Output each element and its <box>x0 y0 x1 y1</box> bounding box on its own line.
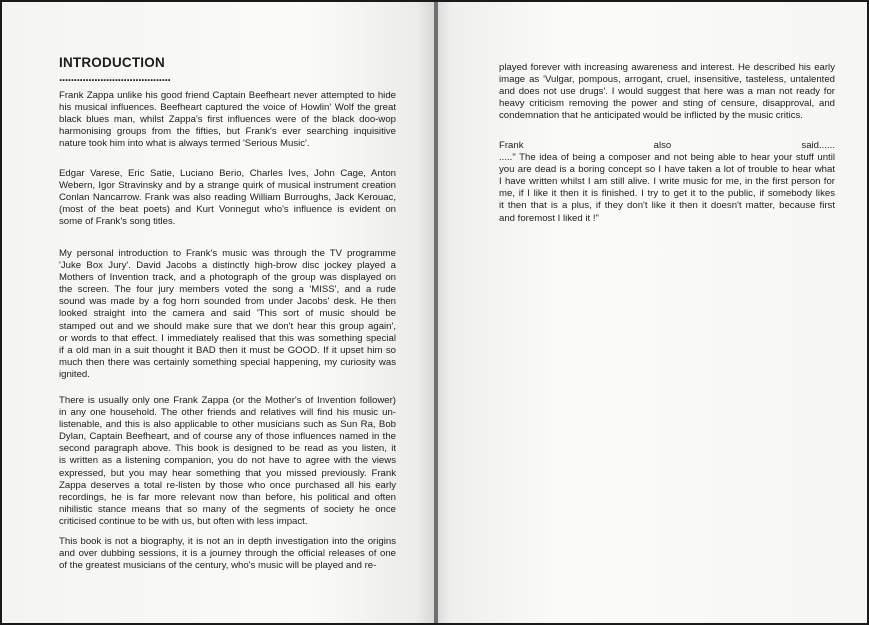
text-line: some of Frank's song titles. <box>59 216 176 228</box>
text-line: is written as a listening companion, you do not have to agree with the views <box>59 455 396 467</box>
text-line: you are dead is a boring concept so I have taken a lot of trouble to hear what <box>499 164 835 176</box>
text-line: or words to that effect. I immediately realised that this was something special <box>59 332 396 344</box>
text-line: Frank also said...... <box>499 140 835 151</box>
text-line: Conlan Nancarrow. Frank was also reading William Burroughs, Jack Kerouac, <box>59 192 396 204</box>
text-line: condemnation that he anticipated would be inflicted by the music critics. <box>499 110 803 122</box>
text-line: ignited. <box>59 368 90 380</box>
left-paragraph <box>59 168 396 228</box>
text-line: much then there was certainly something special happening, my curiosity was <box>59 356 396 368</box>
left-paragraph <box>59 90 396 150</box>
left-paragraph <box>59 248 396 381</box>
text-line: harmonising groups from the fifties, but Frank's ever searching inquisitive <box>59 126 396 138</box>
text-line: black blues man, whilst Zappa's first influences were of the black doo-wop <box>59 114 396 126</box>
text-line: if a old man in a suit thought it BAD then it must be GOOD. If it upset him so <box>59 344 396 356</box>
text-line: Edgar Varese, Eric Satie, Luciano Berio, Charles Ives, John Cage, Anton <box>59 168 396 179</box>
text-line: There is usually only one Frank Zappa (or the Mother's of Invention follower) <box>59 395 396 406</box>
text-line: Frank Zappa unlike his good friend Captain Beefheart never attempted to hide <box>59 90 396 101</box>
text-line: Zappa deserves a total re-listen by those who once purchased all his early <box>59 479 396 491</box>
text-line: I have written whilst I am still alive. I write music for me, in the first person for <box>499 176 835 188</box>
text-line: image as 'Vulgar, pompous, arrogant, cruel, insensitive, tasteless, untalented <box>499 74 835 86</box>
text-line: 'Juke Box Jury'. David Jacobs a distinctly high-brow disc jockey played a <box>59 260 396 272</box>
text-line: of the greatest musicians of the century, who's music will be played and re- <box>59 560 377 572</box>
text-line: heavy criticism removing the power and sting of censure, disapproval, and <box>499 98 835 110</box>
text-line: listenable, and this is also applicable to other musicians such as Sun Ra, Bob <box>59 419 396 431</box>
text-line: second paragraph above. This book is designed to be read as you listen, it <box>59 443 396 455</box>
text-line: looked straight into the camera and said 'This sort of music should be <box>59 308 396 320</box>
text-line: the screen. The four jury members voted the song a 'MISS', and a rude <box>59 284 396 296</box>
text-line: sound was made by a fog horn sounded from under Jacobs' desk. He then <box>59 296 396 308</box>
text-line: stamped out and we should make sure that we don't hear this group again', <box>59 320 396 332</box>
text-line: nihilistic stance means that so many of the segments of society he once <box>59 503 396 515</box>
text-line: criticised continue to be with us, but often with less impact. <box>59 515 308 527</box>
text-line: Dylan, Captain Beefheart, and of course any of those influences named in the <box>59 431 396 443</box>
text-line: recordings, he is far more relevant now than before, his political and often <box>59 491 396 503</box>
right-paragraph <box>499 140 835 225</box>
text-line: played forever with increasing awareness and interest. He described his early <box>499 62 835 73</box>
right-page <box>438 2 867 623</box>
left-paragraph <box>59 536 396 572</box>
page-heading: INTRODUCTION <box>59 55 165 70</box>
text-line: and does not use drugs'. I would suggest that here was a man not ready for <box>499 86 835 98</box>
text-line: ....." The idea of being a composer and not being able to hear your stuff until <box>499 152 835 164</box>
text-line: it then that is a plus, if they don't like it then it doesn't matter, because first <box>499 200 835 212</box>
right-paragraph <box>499 62 835 122</box>
text-line: and over dubbing sessions, it is a journey through the official releases of one <box>59 548 396 560</box>
book-spread <box>2 2 867 623</box>
text-line: nature took him into what is always termed 'Serious Music'. <box>59 138 310 150</box>
text-line: in any one household. The other friends and relatives will find his music un- <box>59 407 396 419</box>
text-line: me, if I like it then it is finished. I try to get it to the public, if somebody likes <box>499 188 835 200</box>
text-line: Mothers of Invention track, and a photograph of the group was displayed on <box>59 272 396 284</box>
text-line: This book is not a biography, it is not an in depth investigation into the origins <box>59 536 396 547</box>
text-line: expressed, but you may hear something that you missed previously. Frank <box>59 467 396 479</box>
heading-divider: ...................................... <box>59 70 171 84</box>
left-paragraph <box>59 395 396 528</box>
text-line: his musical influences. Beefheart captured the voice of Howlin' Wolf the great <box>59 102 396 114</box>
text-line: and foremost I liked it !" <box>499 212 599 224</box>
text-line: (most of the beat poets) and Kurt Vonnegut who's influence is evident on <box>59 204 396 216</box>
text-line: My personal introduction to Frank's music was through the TV programme <box>59 248 396 259</box>
left-page <box>2 2 434 623</box>
text-line: Webern, Igor Stravinsky and by a strange quirk of musical instrument creation <box>59 180 396 192</box>
